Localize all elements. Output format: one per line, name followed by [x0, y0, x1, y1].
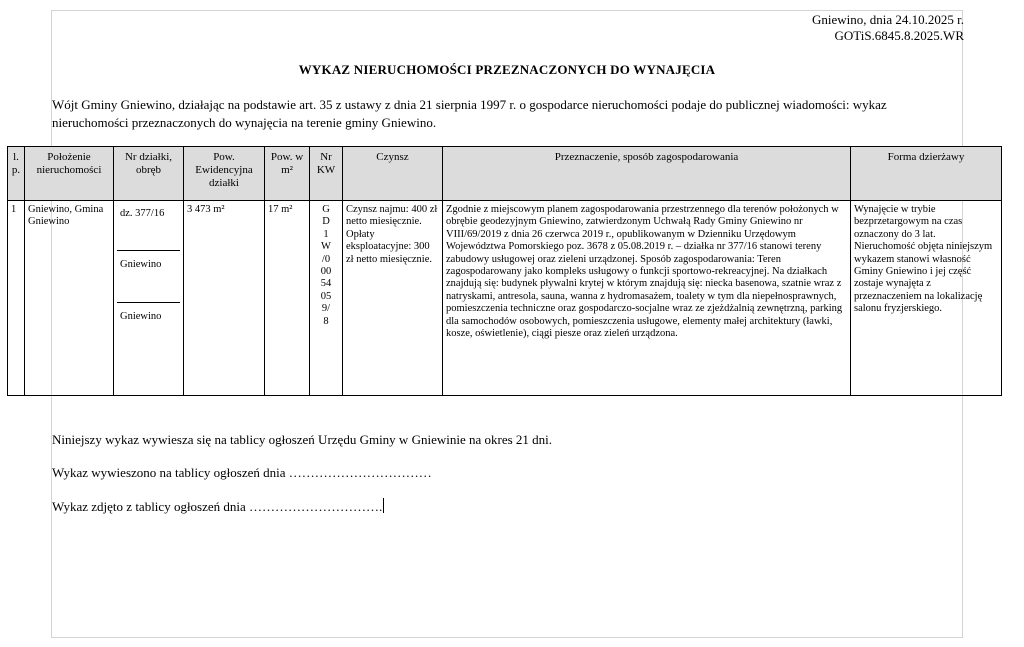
cell-obreb-2: Gniewino — [120, 311, 162, 322]
header-czynsz: Czynsz — [343, 147, 443, 201]
kw-char: 54 — [320, 278, 332, 290]
cell-czynsz: Czynsz najmu: 400 zł netto miesięcznie. Opłaty eksploatacyjne: 300 zł netto miesięcznie. — [343, 201, 443, 396]
cell-polozenie: Gniewino, Gmina Gniewino — [25, 201, 114, 396]
cell-nr-kw — [310, 201, 343, 396]
header-pow-ewidencyjna: Pow. Ewidencyjna działki — [184, 147, 265, 201]
reference-number: GOTiS.6845.8.2025.WR — [834, 28, 964, 43]
kw-char: W — [321, 241, 331, 253]
header-pow: Pow. w m² — [265, 147, 310, 201]
kw-char: 00 — [320, 266, 332, 278]
property-table — [7, 146, 1002, 396]
header-nr-dzialki: Nr działki, obręb — [114, 147, 184, 201]
kw-char: G — [322, 204, 330, 215]
cell-przeznaczenie: Zgodnie z miejscowym planem zagospodarowania przestrzennego dla terenów położonych w obrębie geodezyjnym Gniewino, zatwierdzonym Uchwałą Rady Gminy Gniewino nr VIII/69/2019 z dnia 26 czerwca 2019 r., opublikowanym w Dzienniku Urzędowym Województwa Pomorskiego poz. 3678 z 05.08.2019 r. – działka nr 377/16 stanowi tereny zabudowy usługowej oraz zieleni urządzonej. Sposób zagospodarowania: Teren zagospodarowany jako kompleks usługowy o funkcji sportowo-rekreacyjnej. Na działkach znajdują się: budynek pływalni krytej w którym znajdują się: niecka basenowa, szatnie wraz z natryskami, antresola, sauna, wanna z hydromasażem, toalety w tym dla niepełnosprawnych, pomieszczenia techniczne oraz gospodarczo-socjalne wraz ze zjeżdżalnią zewnętrzną, parking dla samochodów osobowych, pomieszczenia usługowe, elementy małej architektury (ławki, kosze, oświetlenie), ciągi piesze oraz zieleń urządzona. — [443, 201, 851, 396]
text-cursor — [383, 498, 384, 513]
document-title: WYKAZ NIERUCHOMOŚCI PRZEZNACZONYCH DO WYNAJĘCIA — [298, 62, 716, 77]
header-forma: Forma dzierżawy — [851, 147, 1002, 201]
kw-char: 8 — [323, 315, 329, 327]
cell-obreb-1: Gniewino — [117, 251, 180, 303]
kw-char: D — [322, 216, 330, 228]
cell-pow-ewidencyjna: 3 473 m² — [184, 201, 265, 396]
footer-notes — [52, 432, 552, 531]
cell-forma: Wynajęcie w trybie bezprzetargowym na czas oznaczony do 3 lat. Nieruchomość objęta niniejszym wykazem stanowi własność Gminy Gniewino i jej część zostaje wynajęta z przeznaczeniem na lokalizację salonu fryzjerskiego. — [851, 201, 1002, 396]
cell-lp: 1 — [8, 201, 25, 396]
header-nr-kw: Nr KW — [310, 147, 343, 201]
intro-paragraph: Wójt Gminy Gniewino, działając na podstawie art. 35 z ustawy z dnia 21 sierpnia 1997 r. o gospodarce nieruchomości podaje do publicznej wiadomości: wykaz nieruchomości przeznaczonych do wynajęcia na terenie gminy Gniewino. — [52, 97, 887, 130]
cell-pow: 17 m² — [265, 201, 310, 396]
footer-line-removed-date: Wykaz zdjęto z tablicy ogłoszeń dnia …………………………. — [52, 499, 383, 514]
header-przeznaczenie: Przeznaczenie, sposób zagospodarowania — [443, 147, 851, 201]
footer-line-posted-date: Wykaz wywieszono na tablicy ogłoszeń dnia …………………………… — [52, 465, 432, 480]
table-header-row — [8, 147, 1002, 201]
kw-char: 9/ — [321, 303, 331, 315]
kw-char: 1 — [323, 228, 329, 240]
date-line: Gniewino, dnia 24.10.2025 r. — [811, 12, 964, 27]
table-row — [8, 201, 1002, 396]
kw-char: 05 — [320, 290, 332, 302]
header-lp: l. p. — [8, 147, 25, 201]
header-polozenie: Położenie nieruchomości — [25, 147, 114, 201]
document-header — [812, 12, 964, 44]
cell-dzialka-number: dz. 377/16 — [117, 204, 180, 251]
cell-nr-dzialki — [114, 201, 184, 396]
footer-line-posting-period: Niniejszy wykaz wywiesza się na tablicy ogłoszeń Urzędu Gminy w Gniewinie na okres 21 dni. — [52, 432, 553, 447]
kw-char: /0 — [321, 253, 331, 265]
footer-line-removed-date-wrap — [52, 498, 552, 531]
